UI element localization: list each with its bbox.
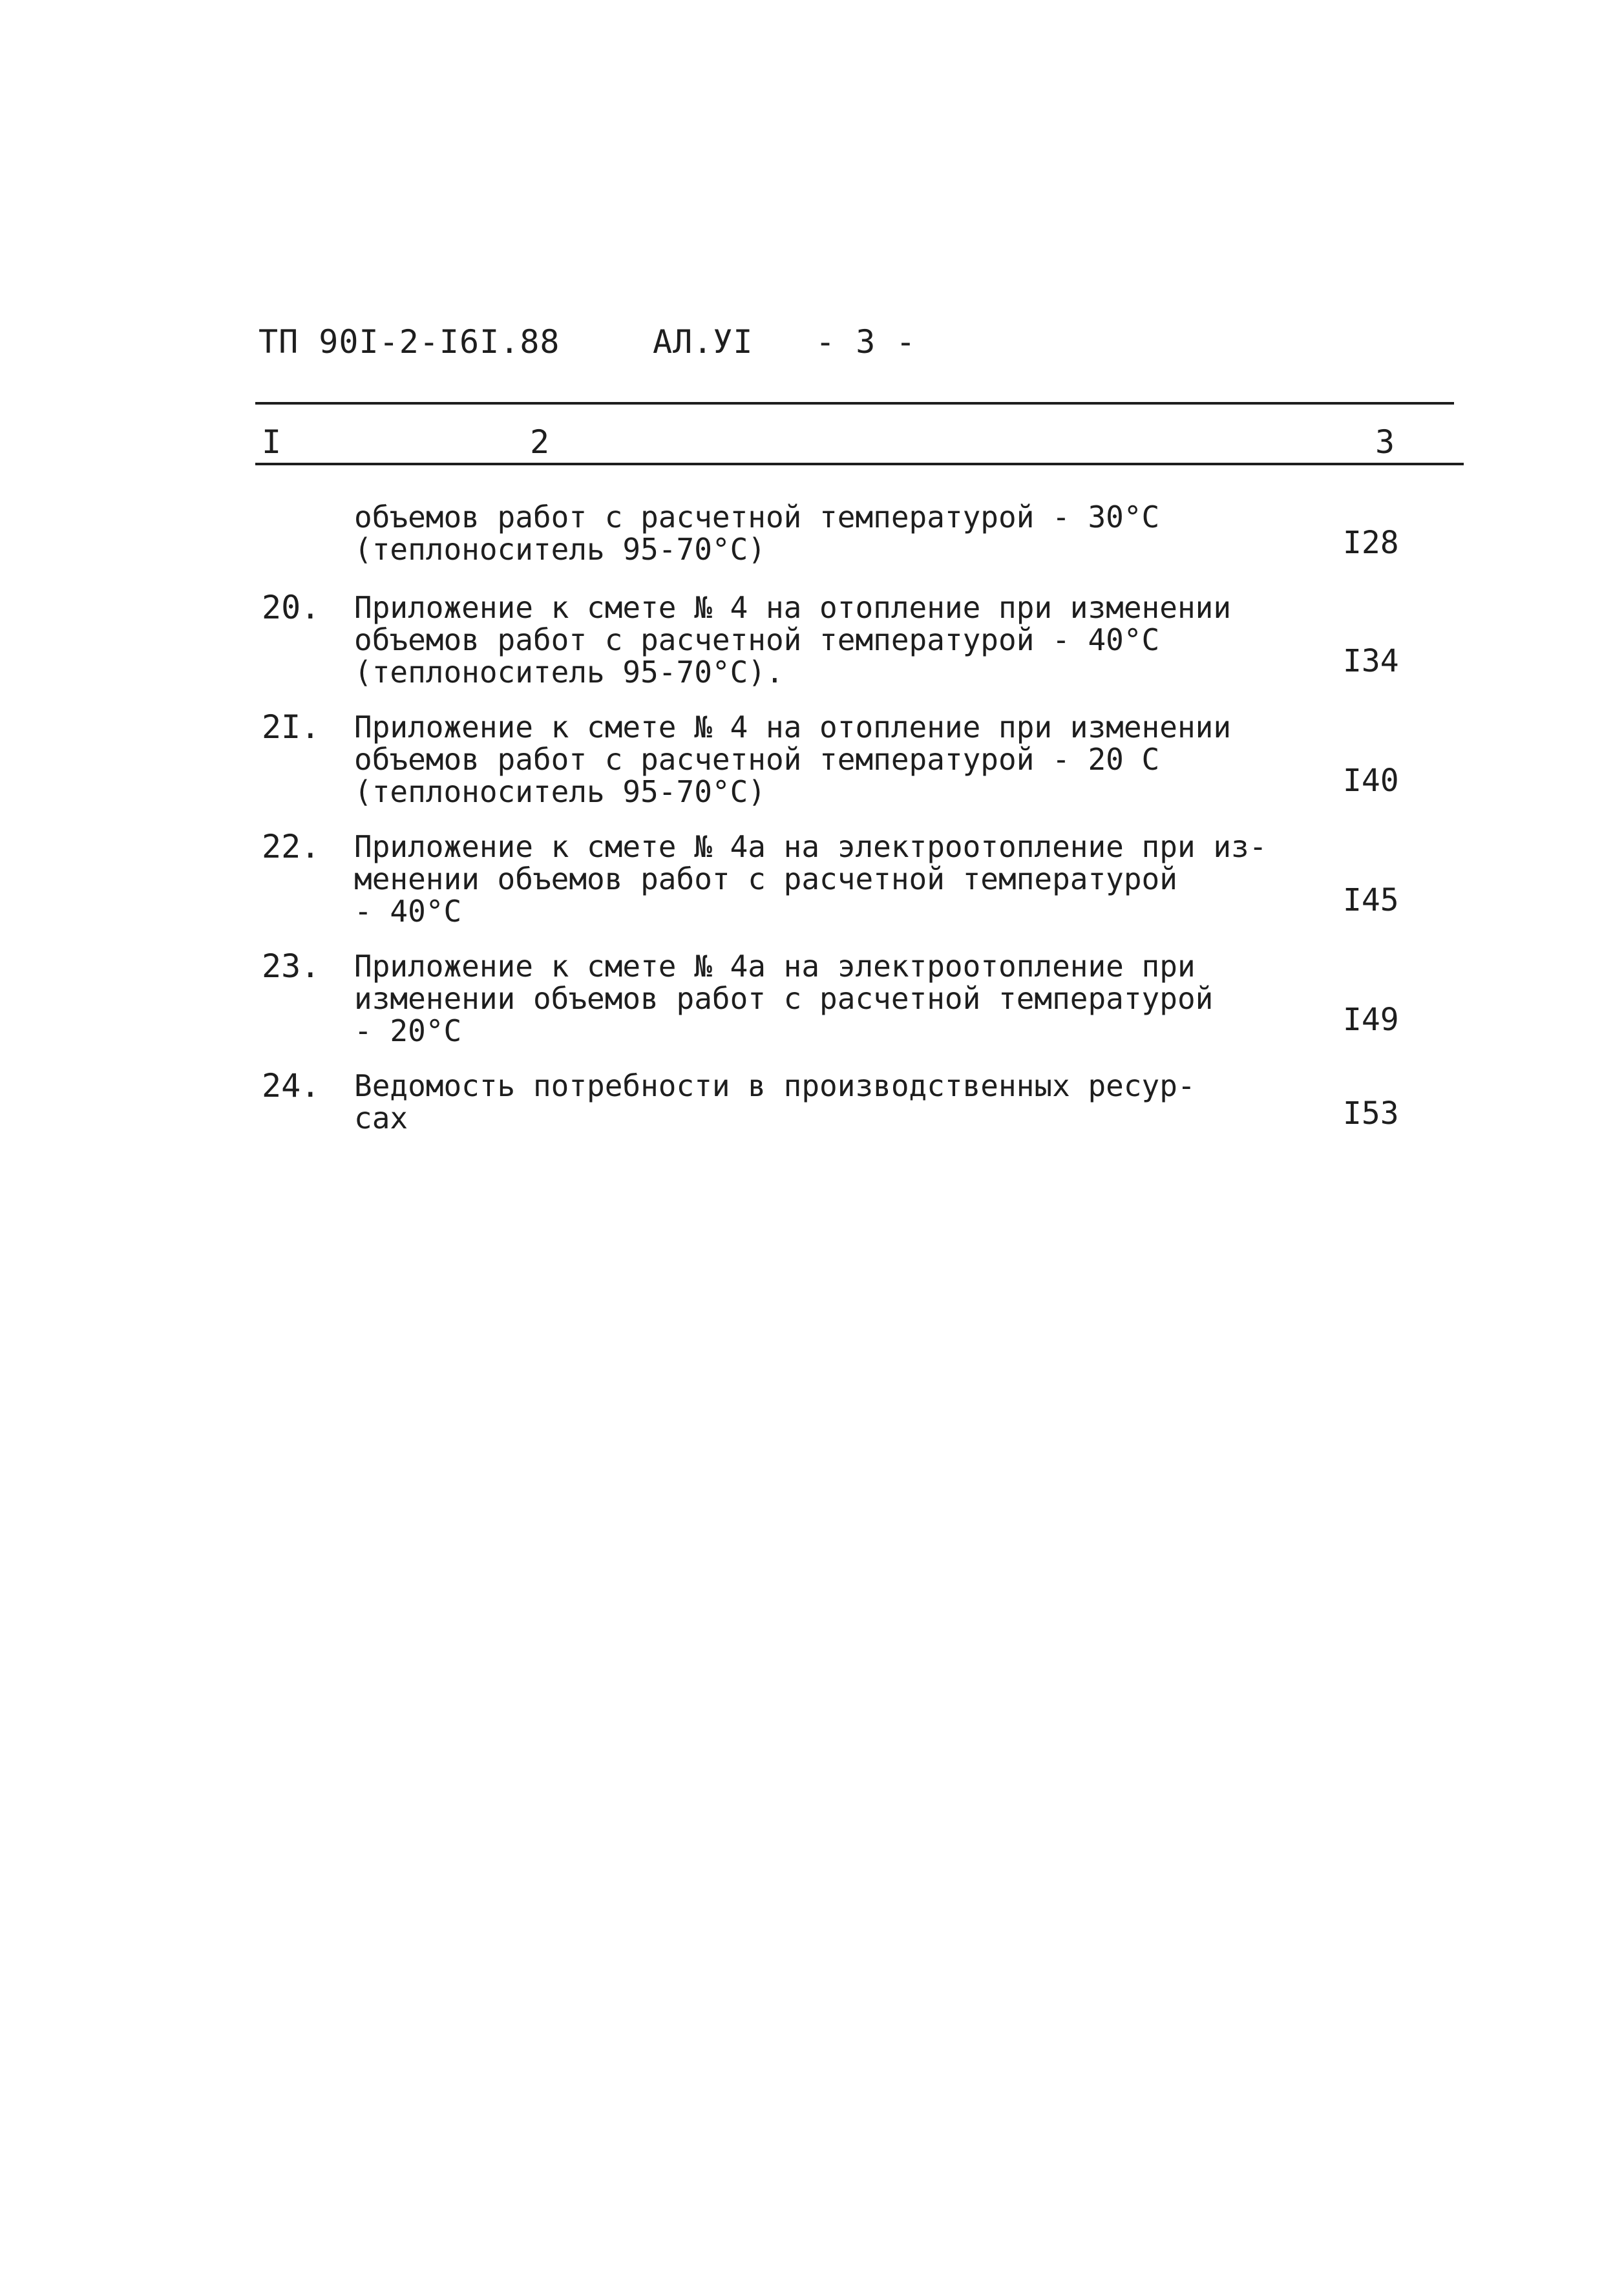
document-code: ТП 90I-2-I6I.88 [258, 323, 560, 361]
entry-number: 20. [262, 589, 321, 626]
entry-page: I49 [1343, 1002, 1399, 1038]
album-number: АЛ.УI [653, 323, 754, 361]
entry-text: объемов работ с расчетной температурой - 30°С (теплоноситель 95-70°С) [354, 500, 1160, 567]
column-header-number: I [262, 423, 282, 461]
entry-text: Ведомость потребности в производственных ресур- сах [354, 1068, 1196, 1136]
entry-page: I53 [1343, 1095, 1399, 1132]
entry-text: Приложение к смете № 4а на электроотопление при изменении объемов работ с расчетной температурой - 20°С [354, 949, 1214, 1048]
column-header-title: 2 [530, 423, 550, 461]
page-number: - 3 - [816, 323, 916, 361]
entry-page: I28 [1343, 525, 1399, 561]
entry-text: Приложение к смете № 4 на отопление при изменении объемов работ с расчетной температурой - 20 С (теплоноситель 95-70°С) [354, 710, 1232, 809]
column-header-page: 3 [1375, 423, 1395, 461]
entry-number: 23. [262, 947, 321, 985]
top-rule [255, 402, 1454, 405]
entry-page: I45 [1343, 882, 1399, 918]
entry-page: I34 [1343, 643, 1399, 679]
entry-number: 24. [262, 1067, 321, 1104]
entry-number: 22. [262, 828, 321, 865]
entry-text: Приложение к смете № 4 на отопление при изменении объемов работ с расчетной температурой - 40°С (теплоноситель 95-70°С). [354, 590, 1232, 690]
entry-text: Приложение к смете № 4а на электроотопление при из- менении объемов работ с расчетной температурой - 40°С [354, 829, 1267, 929]
entry-page: I40 [1343, 763, 1399, 799]
header-underline-rule [255, 463, 1464, 465]
entry-number: 2I. [262, 708, 321, 746]
